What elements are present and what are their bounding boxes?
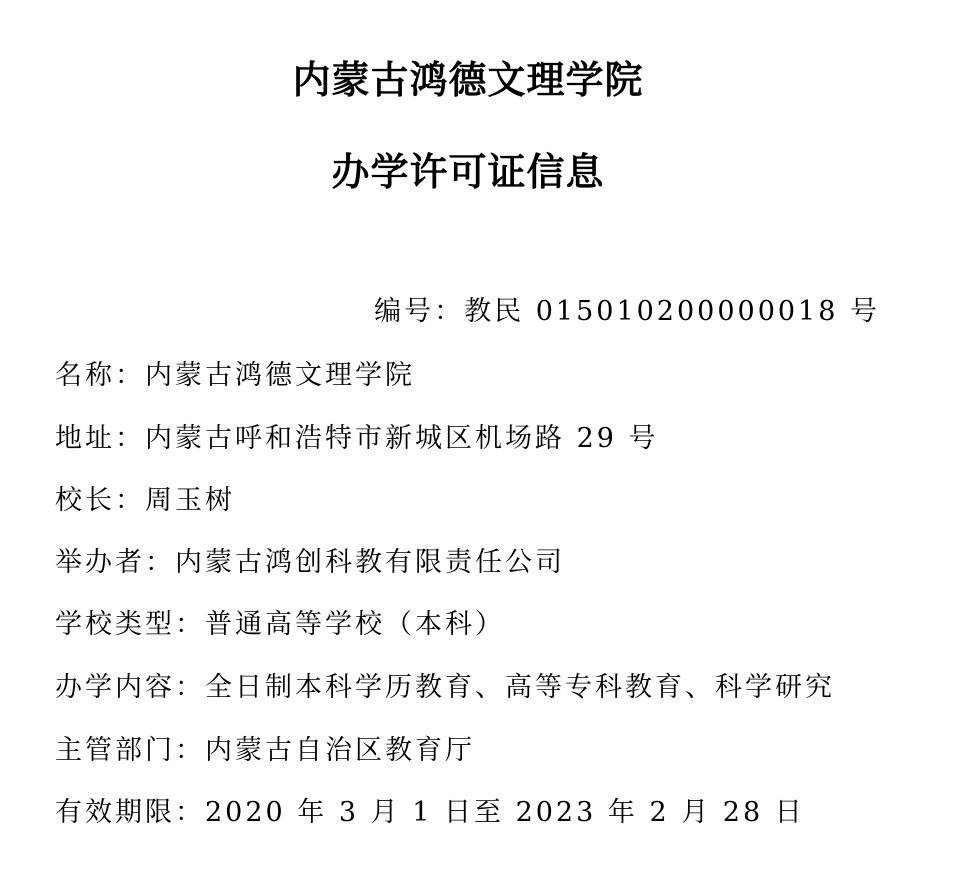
field-label: 有效期限： — [55, 797, 205, 828]
field-value: 2020 年 3 月 1 日至 2023 年 2 月 28 日 — [205, 797, 805, 828]
license-number-value: 教民 015010200000018 号 — [464, 296, 880, 327]
field-name — [55, 356, 415, 396]
field-value: 内蒙古呼和浩特市新城区机场路 29 号 — [145, 423, 659, 454]
field-address — [55, 419, 659, 459]
field-label: 主管部门： — [55, 735, 205, 766]
license-number — [374, 292, 880, 332]
field-value: 全日制本科学历教育、高等专科教育、科学研究 — [205, 672, 835, 703]
field-value: 普通高等学校（本科） — [205, 609, 505, 640]
field-supervising-department — [55, 731, 475, 771]
field-label: 地址： — [55, 423, 145, 454]
field-value: 内蒙古自治区教育厅 — [205, 735, 475, 766]
field-validity-period — [55, 793, 805, 833]
field-value: 内蒙古鸿德文理学院 — [145, 360, 415, 391]
field-president — [55, 481, 235, 521]
field-sponsor — [55, 543, 565, 583]
field-label: 举办者： — [55, 547, 175, 578]
document-subtitle: 办学许可证信息 — [331, 150, 605, 194]
license-number-label: 编号： — [374, 296, 465, 327]
field-value: 周玉树 — [145, 485, 235, 516]
field-label: 名称： — [55, 360, 145, 391]
field-label: 校长： — [55, 485, 145, 516]
field-label: 办学内容： — [55, 672, 205, 703]
document-title: 内蒙古鸿德文理学院 — [292, 58, 644, 102]
field-school-type — [55, 605, 505, 645]
field-label: 学校类型： — [55, 609, 205, 640]
field-education-scope — [55, 668, 835, 708]
field-value: 内蒙古鸿创科教有限责任公司 — [175, 547, 565, 578]
